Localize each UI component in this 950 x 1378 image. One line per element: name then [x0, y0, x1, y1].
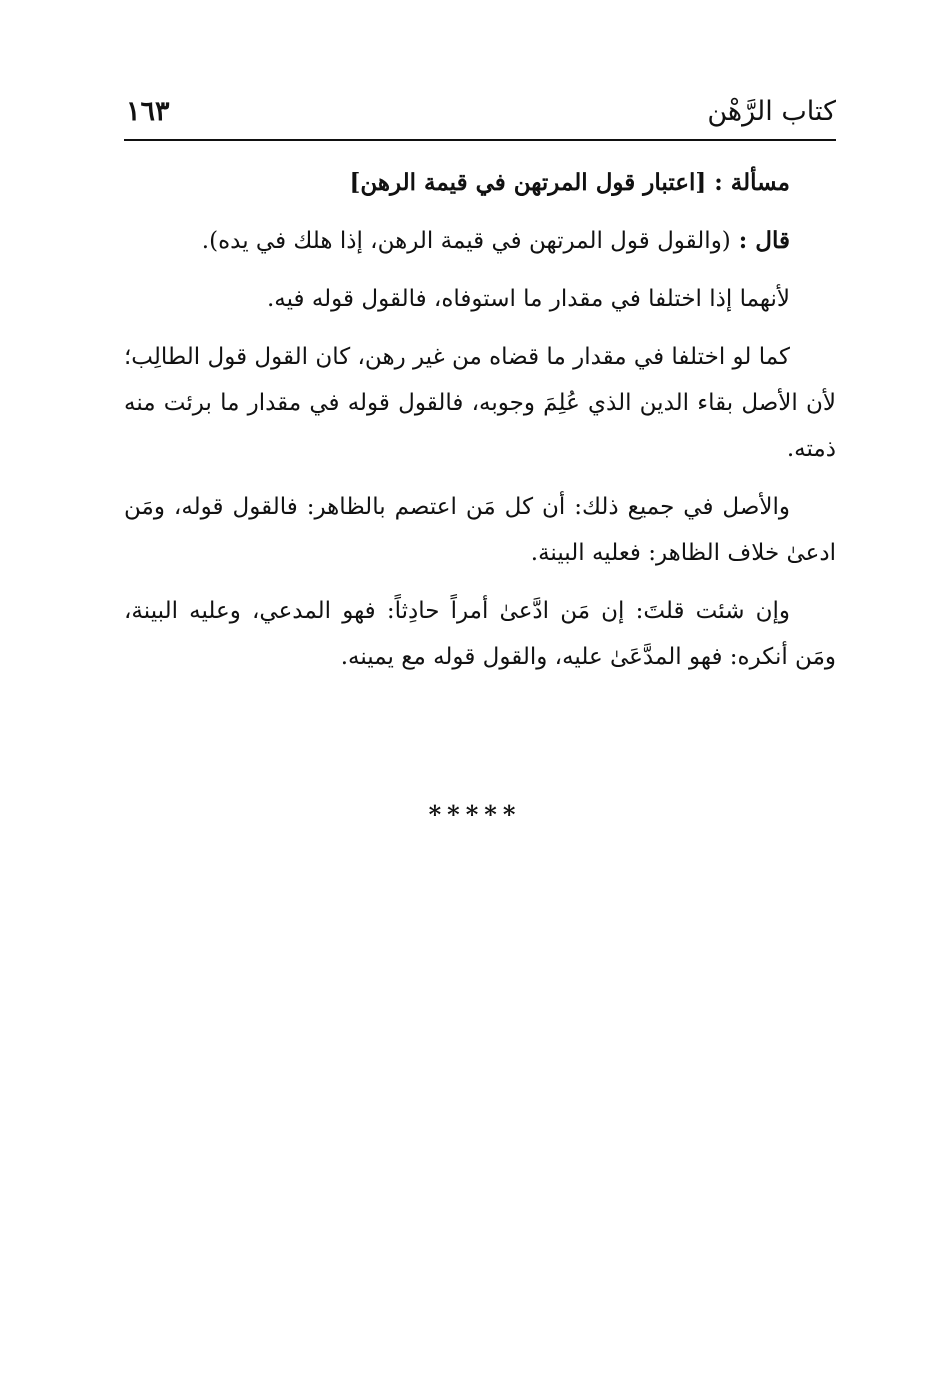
issue-title: [اعتبار قول المرتهن في قيمة الرهن]	[349, 169, 707, 196]
issue-label: مسألة :	[706, 169, 790, 196]
paragraph-4: وإن شئت قلتَ: إن مَن ادَّعىٰ أمراً حادِثاً: فهو المدعي، وعليه البينة، ومَن أنكره: فهو المدَّعَىٰ عليه، والقول قوله مع يمينه.	[124, 598, 836, 670]
paragraph-1: لأنهما إذا اختلفا في مقدار ما استوفاه، فالقول قوله فيه.	[266, 286, 790, 312]
header-rule	[124, 139, 836, 141]
paragraph-2: كما لو اختلفا في مقدار ما قضاه من غير رهن، كان القول قول الطالِب؛ لأن الأصل بقاء الدين الذي عُلِمَ وجوبه، فالقول قوله في مقدار ما برئت منه ذمته.	[124, 344, 836, 462]
paragraph-3: والأصل في جميع ذلك: أن كل مَن اعتصم بالظاهر: فالقول قوله، ومَن ادعىٰ خلاف الظاهر: فعليه البينة.	[124, 494, 836, 566]
page-number: ١٦٣	[126, 96, 170, 127]
chapter-title: كتاب الرَّهْن	[707, 96, 836, 127]
quote-label: قال :	[730, 227, 790, 254]
body-text	[124, 160, 836, 692]
quote-paragraph	[124, 218, 836, 264]
quote-text: (والقول قول المرتهن في قيمة الرهن، إذا هلك في يده).	[201, 228, 731, 254]
section-separator: *****	[428, 800, 522, 829]
running-header	[124, 88, 836, 138]
issue-heading	[124, 160, 836, 206]
